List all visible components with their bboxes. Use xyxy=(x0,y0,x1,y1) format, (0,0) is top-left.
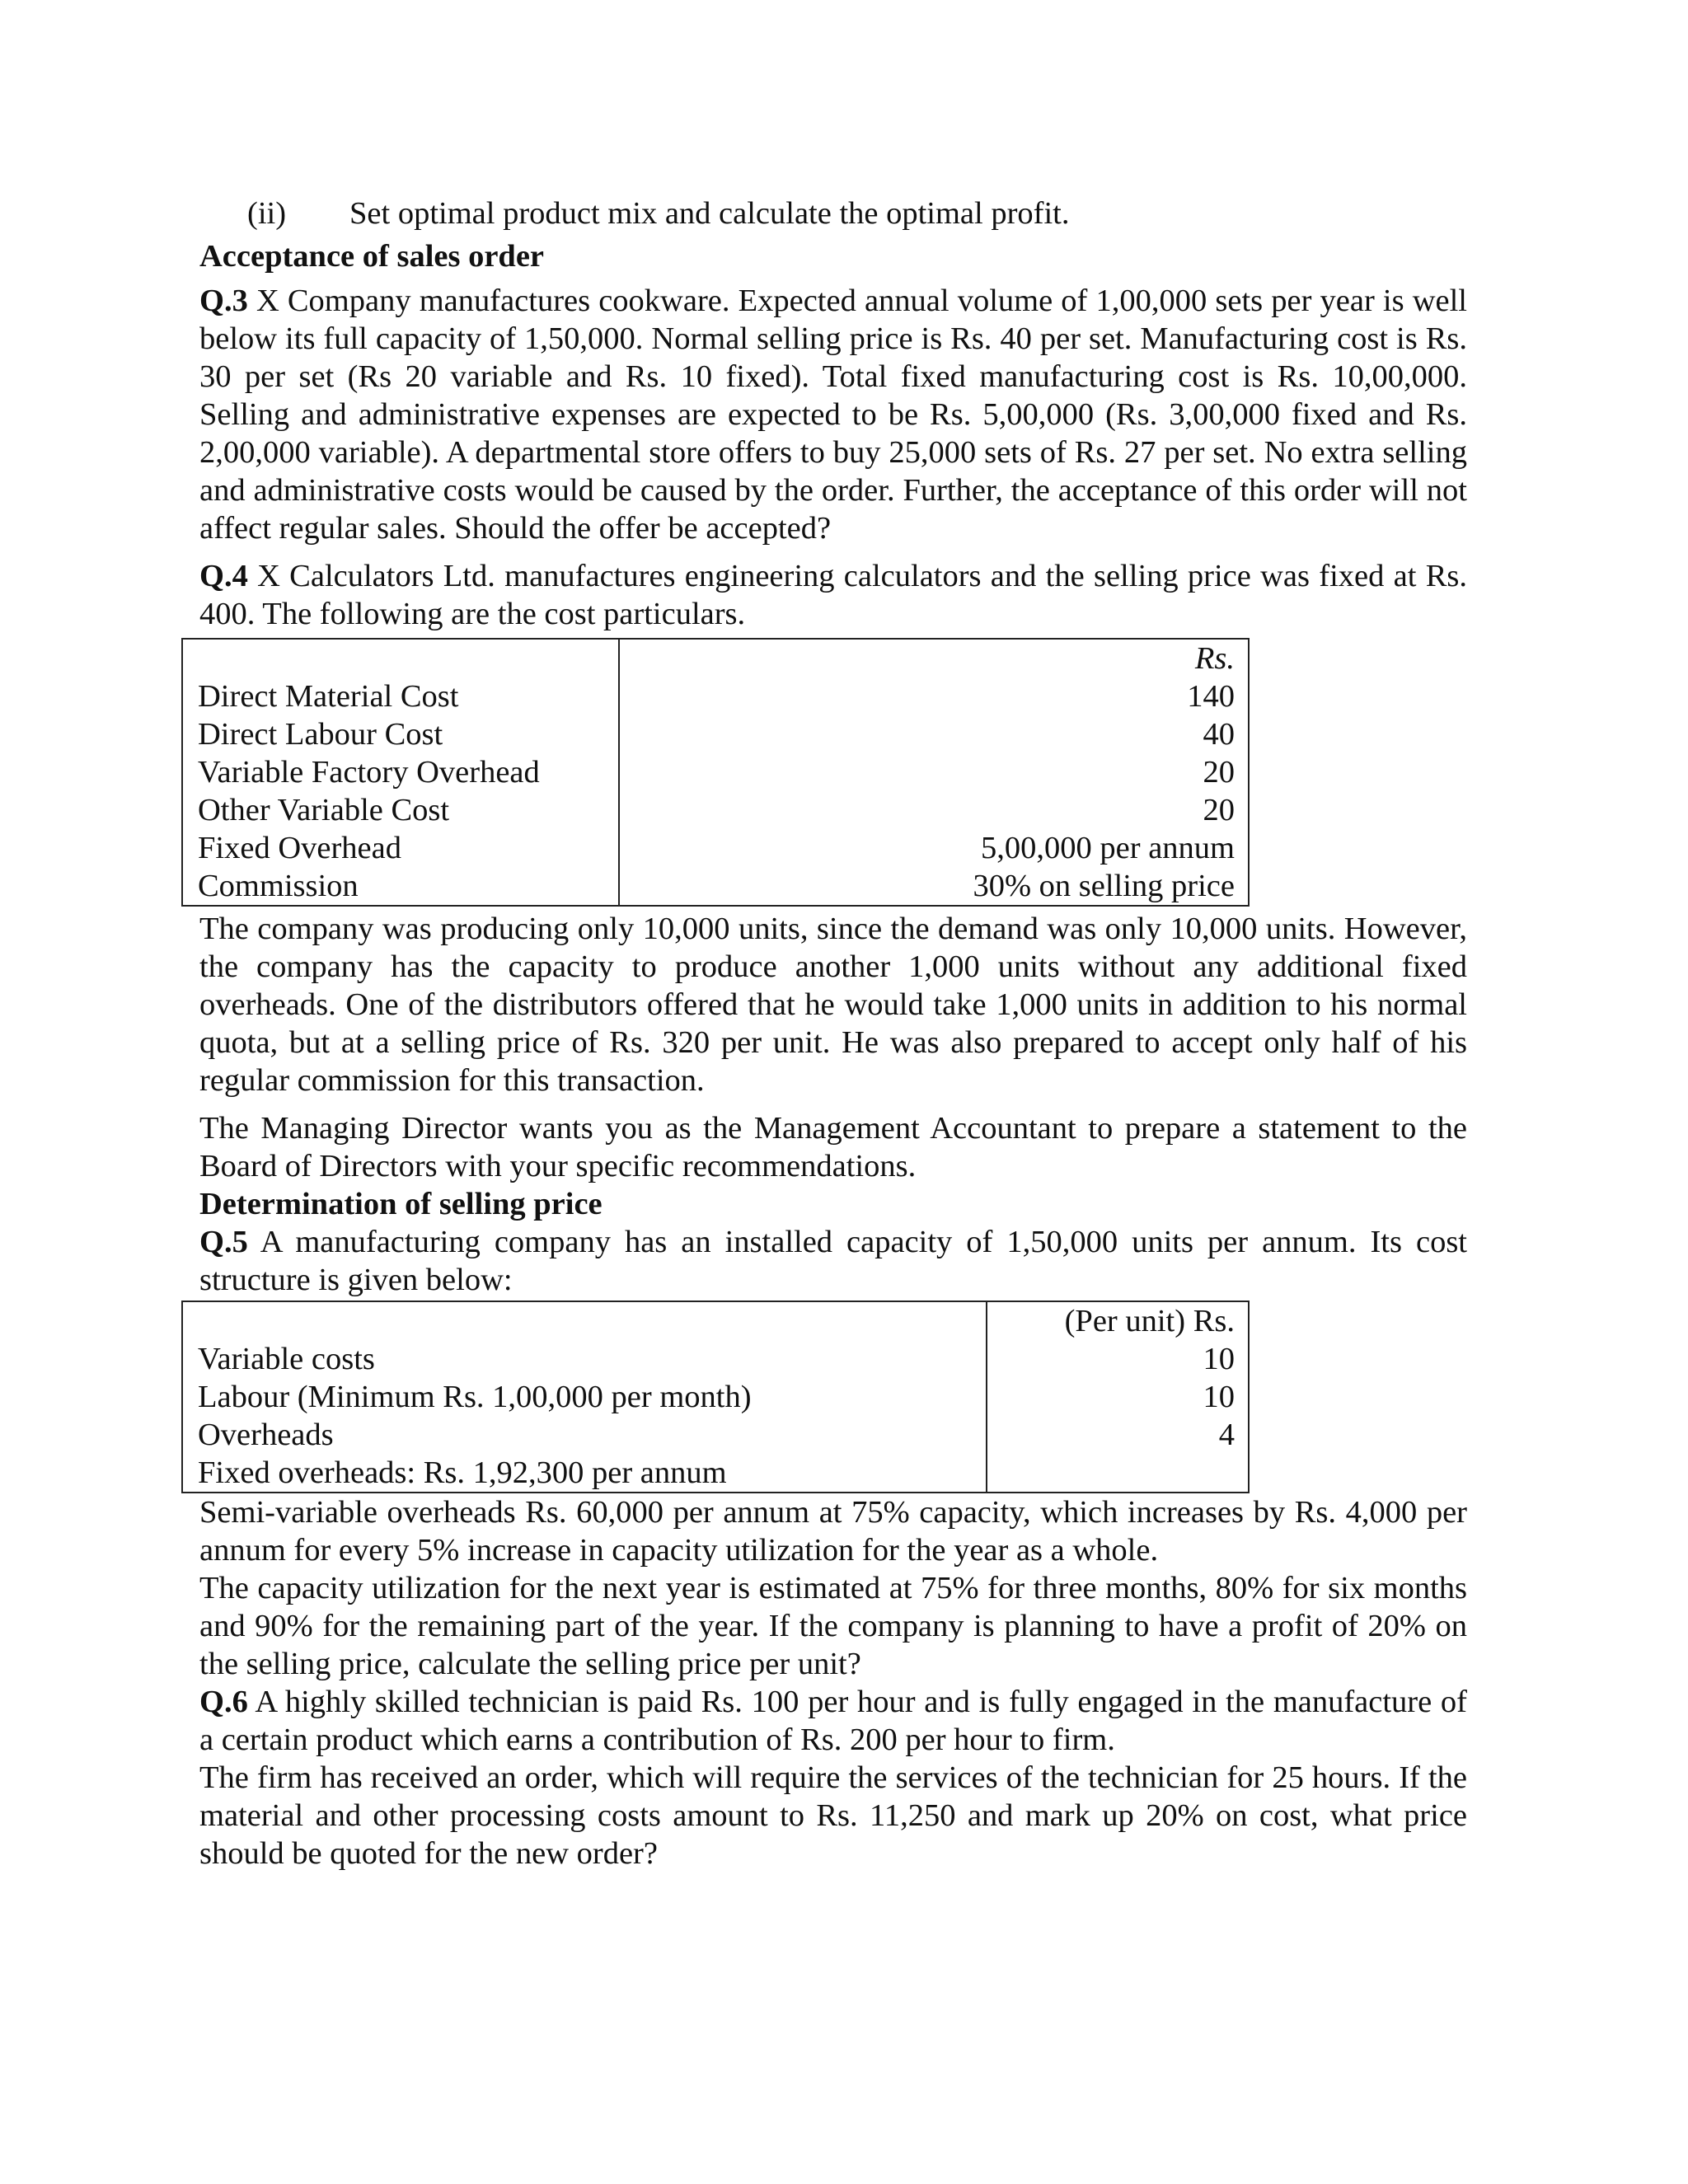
question-4 xyxy=(199,557,1467,633)
q5-paragraph-semi-variable: Semi-variable overheads Rs. 60,000 per annum at 75% capacity, which increases by Rs. 4,000 per annum for every 5% increase in capacity utilization for the year as a whole. xyxy=(199,1495,1467,1568)
q5-cost-table xyxy=(181,1301,1250,1493)
q4-cost-labels xyxy=(182,639,619,906)
question-3 xyxy=(199,282,1467,547)
q5-paragraph-capacity: The capacity utilization for the next year is estimated at 75% for three months, 80% for six months and 90% for the remaining part of the year. If the company is planning to have a profit of 20% on the selling price, calculate the selling price per unit? xyxy=(199,1571,1467,1681)
q4-row-value: 20 xyxy=(1203,755,1235,790)
q5-row-label: Variable costs xyxy=(198,1342,375,1376)
q4-cost-values xyxy=(619,639,1249,906)
q5-row-value: 10 xyxy=(1203,1380,1235,1414)
q5-column-header: (Per unit) Rs. xyxy=(1064,1304,1235,1338)
q4-paragraph-managing-director: The Managing Director wants you as the Management Accountant to prepare a statement to the Board of Directors with your specific recommendations. xyxy=(199,1111,1467,1183)
item-ii-text: Set optimal product mix and calculate the optimal profit. xyxy=(349,196,1070,231)
q5-cost-values xyxy=(987,1301,1249,1493)
q4-row-label: Direct Labour Cost xyxy=(198,717,443,752)
heading-determination-of-selling-price: Determination of selling price xyxy=(199,1187,603,1221)
q4-row-value: 5,00,000 per annum xyxy=(981,831,1235,865)
question-5-text: A manufacturing company has an installed capacity of 1,50,000 units per annum. Its cost structure is given below: xyxy=(199,1225,1467,1297)
document-page xyxy=(199,194,1467,1872)
q4-row-value: 140 xyxy=(1187,679,1235,714)
question-5-label: Q.5 xyxy=(199,1225,248,1259)
q4-row-label: Fixed Overhead xyxy=(198,831,401,865)
q4-row-label: Commission xyxy=(198,869,359,903)
q4-row-value: 40 xyxy=(1203,717,1235,752)
q4-row-value: 20 xyxy=(1203,793,1235,827)
question-6-text: A highly skilled technician is paid Rs. 100 per hour and is fully engaged in the manufacture of a certain product which earns a contribution of Rs. 200 per hour to firm. xyxy=(199,1685,1467,1757)
q5-row-value: 4 xyxy=(1218,1418,1235,1452)
q4-cost-table xyxy=(181,638,1250,907)
question-4-label: Q.4 xyxy=(199,559,248,593)
q5-row-label: Labour (Minimum Rs. 1,00,000 per month) xyxy=(198,1380,752,1414)
q4-row-label: Other Variable Cost xyxy=(198,793,450,827)
question-4-text: X Calculators Ltd. manufactures engineering calculators and the selling price was fixed at Rs. 400. The following are the cost particulars. xyxy=(199,559,1467,631)
q4-paragraph-distributor: The company was producing only 10,000 units, since the demand was only 10,000 units. However, the company has the capacity to produce another 1,000 units without any additional fixed overheads. One of the distributors offered that he would take 1,000 units in addition to his normal quota, but at a selling price of Rs. 320 per unit. He was also prepared to accept only half of his regular commission for this transaction. xyxy=(199,912,1467,1098)
question-6-label: Q.6 xyxy=(199,1685,248,1719)
question-3-label: Q.3 xyxy=(199,284,248,318)
q5-row-label: Overheads xyxy=(198,1418,334,1452)
heading-acceptance-of-sales-order: Acceptance of sales order xyxy=(199,239,545,274)
question-6 xyxy=(199,1683,1467,1759)
q5-row-value xyxy=(1002,1454,1235,1492)
q4-row-value: 30% on selling price xyxy=(973,869,1235,903)
q4-column-header: Rs. xyxy=(1194,641,1235,676)
q5-cost-labels xyxy=(182,1301,987,1493)
item-ii xyxy=(199,194,1467,232)
question-5 xyxy=(199,1223,1467,1299)
q5-row-label: Fixed overheads: Rs. 1,92,300 per annum xyxy=(198,1455,727,1490)
q4-row-label: Variable Factory Overhead xyxy=(198,755,540,790)
question-3-text: X Company manufactures cookware. Expected annual volume of 1,00,000 sets per year is well below its full capacity of 1,50,000. Normal selling price is Rs. 40 per set. Manufacturing cost is Rs. 30 per set (Rs 20 variable and Rs. 10 fixed). Total fixed manufacturing cost is Rs. 10,00,000. Selling and administrative expenses are expected to be Rs. 5,00,000 (Rs. 3,00,000 fixed and Rs. 2,00,000 variable). A departmental store offers to buy 25,000 sets of Rs. 27 per set. No extra selling and administrative costs would be caused by the order. Further, the acceptance of this order will not affect regular sales. Should the offer be accepted? xyxy=(199,284,1467,546)
item-ii-marker: (ii) xyxy=(247,196,287,231)
q6-paragraph-order: The firm has received an order, which will require the services of the technician for 25 hours. If the material and other processing costs amount to Rs. 11,250 and mark up 20% on cost, what price should be quoted for the new order? xyxy=(199,1760,1467,1871)
q5-row-value: 10 xyxy=(1203,1342,1235,1376)
q4-row-label: Direct Material Cost xyxy=(198,679,459,714)
